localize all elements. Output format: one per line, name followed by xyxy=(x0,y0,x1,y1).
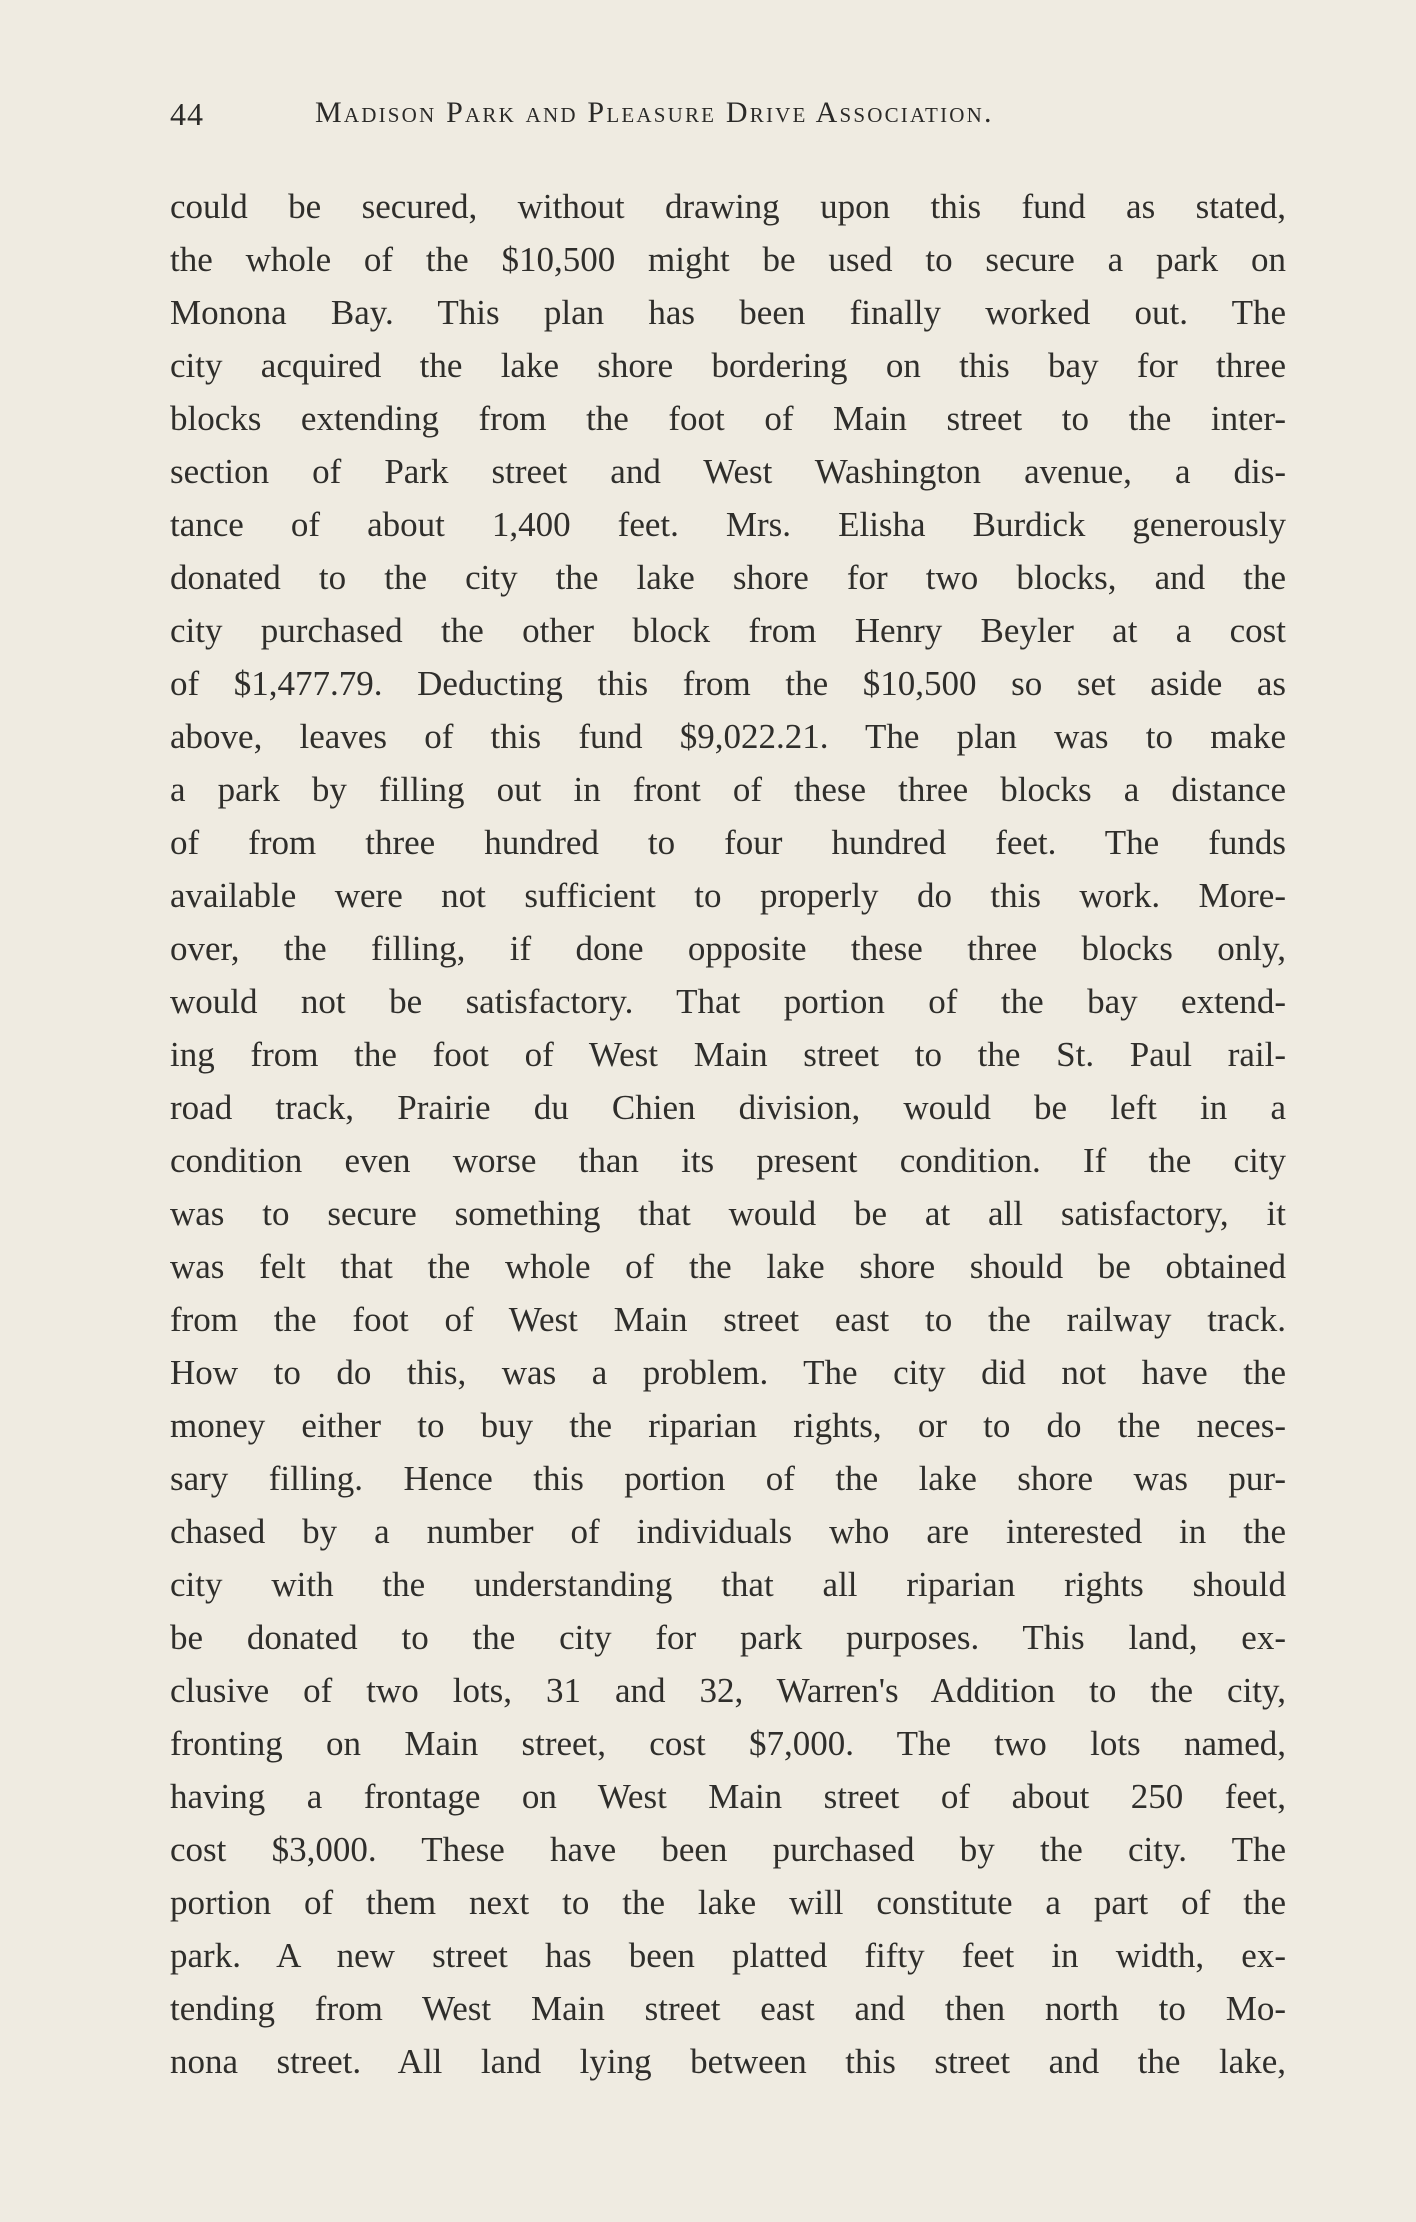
text-line: city purchased the other block from Henry Beyler at a cost xyxy=(170,611,1286,650)
text-line: blocks extending from the foot of Main street to the inter- xyxy=(170,399,1286,438)
text-line: fronting on Main street, cost $7,000. The two lots named, xyxy=(170,1724,1286,1763)
text-line: tance of about 1,400 feet. Mrs. Elisha Burdick generously xyxy=(170,505,1286,544)
text-line: clusive of two lots, 31 and 32, Warren's Addition to the city, xyxy=(170,1671,1286,1710)
text-line: Monona Bay. This plan has been finally worked out. The xyxy=(170,293,1286,332)
text-line: cost $3,000. These have been purchased by the city. The xyxy=(170,1830,1286,1869)
text-line: tending from West Main street east and then north to Mo- xyxy=(170,1989,1286,2028)
text-line: donated to the city the lake shore for two blocks, and the xyxy=(170,558,1286,597)
text-line: condition even worse than its present condition. If the city xyxy=(170,1141,1286,1180)
page-header xyxy=(170,96,1290,136)
text-line: was to secure something that would be at all satisfactory, it xyxy=(170,1194,1286,1233)
text-line: money either to buy the riparian rights, or to do the neces- xyxy=(170,1406,1286,1445)
page-number: 44 xyxy=(170,96,204,132)
text-line: of from three hundred to four hundred feet. The funds xyxy=(170,823,1286,862)
text-line: having a frontage on West Main street of about 250 feet, xyxy=(170,1777,1286,1816)
text-line: would not be satisfactory. That portion of the bay extend- xyxy=(170,982,1286,1021)
text-line: city with the understanding that all riparian rights should xyxy=(170,1565,1286,1604)
text-line: was felt that the whole of the lake shore should be obtained xyxy=(170,1247,1286,1286)
text-line: over, the filling, if done opposite these three blocks only, xyxy=(170,929,1286,968)
text-line: nona street. All land lying between this street and the lake, xyxy=(170,2042,1286,2081)
text-line: chased by a number of individuals who are interested in the xyxy=(170,1512,1286,1551)
text-line: portion of them next to the lake will constitute a part of the xyxy=(170,1883,1286,1922)
body-text xyxy=(170,180,1286,2088)
text-line: be donated to the city for park purposes. This land, ex- xyxy=(170,1618,1286,1657)
text-line: available were not sufficient to properly do this work. More- xyxy=(170,876,1286,915)
text-line: the whole of the $10,500 might be used to secure a park on xyxy=(170,240,1286,279)
text-line: above, leaves of this fund $9,022.21. The plan was to make xyxy=(170,717,1286,756)
text-line: section of Park street and West Washington avenue, a dis- xyxy=(170,452,1286,491)
text-line: park. A new street has been platted fifty feet in width, ex- xyxy=(170,1936,1286,1975)
text-line: sary filling. Hence this portion of the lake shore was pur- xyxy=(170,1459,1286,1498)
running-title: Madison Park and Pleasure Drive Association. xyxy=(315,96,994,129)
text-line: ing from the foot of West Main street to the St. Paul rail- xyxy=(170,1035,1286,1074)
text-line: road track, Prairie du Chien division, would be left in a xyxy=(170,1088,1286,1127)
text-line: city acquired the lake shore bordering on this bay for three xyxy=(170,346,1286,385)
text-line: a park by filling out in front of these three blocks a distance xyxy=(170,770,1286,809)
text-line: could be secured, without drawing upon this fund as stated, xyxy=(170,187,1286,226)
text-line: How to do this, was a problem. The city did not have the xyxy=(170,1353,1286,1392)
text-line: from the foot of West Main street east to the railway track. xyxy=(170,1300,1286,1339)
text-line: of $1,477.79. Deducting this from the $10,500 so set aside as xyxy=(170,664,1286,703)
